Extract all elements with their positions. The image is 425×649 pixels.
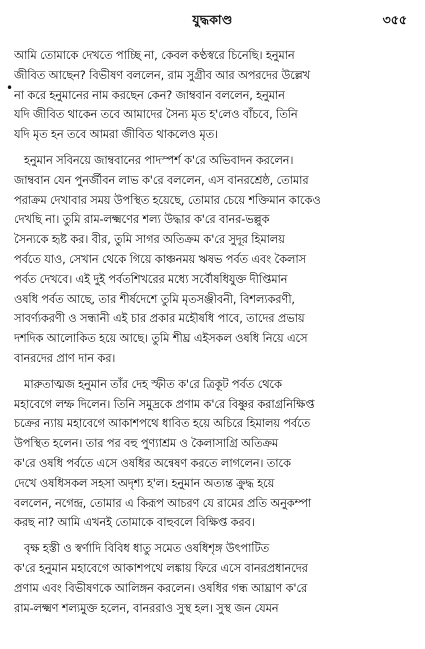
text-line: দেখছি না। তুমি রাম-লক্ষ্মণের শল্য উদ্ধার ক'রে বানর-ভল্লুক [14,212,270,227]
text-line: দশদিক আলোকিত হয়ে আছে। তুমি শীঘ্র এইসকল ওষধি নিয়ে এসে [14,331,308,346]
text-line: পর্বত দেখবে। এই দুই পর্বতশিখরের মধ্যে সর্বৌষধিযুক্ত দীপ্তিমান [14,271,288,286]
text-line: প্রণাম এবং বিভীষণকে আলিঙ্গন করলেন। ওষধির গন্ধ আঘ্রাণ ক'রে [14,580,308,595]
text-line: মারুতাত্মজ হনুমান তাঁর দেহ স্ফীত ক'রে ত্রিকূট পর্বত থেকে [24,376,282,391]
text-line: বললেন, নগেন্দ্র, তোমার এ কিরূপ আচরণ যে রামের প্রতি অনুকম্পা [14,495,311,510]
text-line: আমি তোমাকে দেখতে পাচ্ছি না, কেবল কণ্ঠস্বরে চিনেছি। হনুমান [14,48,295,62]
paragraph-1 [14,46,411,145]
text-line: দেখে ওষধিসকল সহসা অদৃশ্য হ'ল। হনুমান অত্যন্ত ক্রুদ্ধ হয়ে [14,475,275,490]
text-line: সাবর্ণ্যকরণী ও সন্ধানী এই চার প্রকার মহৌষধি পাবে, তাদের প্রভায় [14,311,305,326]
text-line: ক'রে হনুমান মহাবেগে আকাশপথে লঙ্কায় ফিরে এসে বানরপ্রধানদের [14,560,308,575]
text-line: মহাবেগে লম্ফ দিলেন। তিনি সমুদ্রকে প্রণাম ক'রে বিষ্ণুর করাগ্রনিক্ষিপ্ত [14,396,315,411]
text-line: জাম্ববান যেন পুনর্জীবন লাভ ক'রে বললেন, এস বানরশ্রেষ্ঠ, তোমার [14,172,309,187]
text-line: বৃক্ষ হস্তী ও স্বর্ণাদি বিবিধ ধাতু সমেত ওষধিশৃঙ্গ উৎপাটিত [24,541,270,556]
text-line: রাম-লক্ষ্মণ শল্যমুক্ত হলেন, বানররাও সুস্থ হল। সুস্থ জন যেমন [14,600,279,615]
paragraph-3 [14,375,411,533]
text-line: উপস্থিত হলেন। তার পর বহু পুণ্যাশ্রম ও কৈলাসাগ্রি অতিক্রম [14,436,279,451]
text-line: জীবিত আছেন? বিভীষণ বললেন, রাম সুগ্রীব আর অপরদের উল্লেখ [14,67,310,82]
text-line: পরাক্রম দেখাবার সময় উপস্থিত হয়েছে, তোমার চেয়ে শক্তিমান কাকেও [14,192,321,207]
text-line: চক্রের ন্যায় মহাবেগে আকাশপথে ধাবিত হয়ে অচিরে হিমালয় পর্বতে [14,416,311,431]
paragraph-4 [14,539,411,618]
page-number: ৩৫৫ [382,12,407,27]
text-line: করছ না? আমি এখনই তোমাকে বাহুবলে বিক্ষিপ্ত করব। [14,515,255,530]
running-head [14,12,411,34]
text-line: সৈন্যকে হৃষ্ট কর। বীর, তুমি সাগর অতিক্রম ক'রে সুদূর হিমালয় [14,232,285,247]
body-text [14,46,411,618]
text-line: যদি জীবিত থাকেন তবে আমাদের সৈন্য মৃত হ'লেও বাঁচবে, তিনি [14,107,298,122]
text-line: বানরদের প্রাণ দান কর। [14,350,116,365]
margin-mark: • [6,81,14,95]
text-line: না করে হনুমানের নাম করছেন কেন? জাম্ববান বললেন, হনুমান [14,87,285,102]
text-line: হনুমান সবিনয়ে জাম্ববানের পাদস্পর্শ ক'রে অভিবাদন করলেন। [24,152,294,167]
paragraph-2 [14,151,411,369]
chapter-title: যুদ্ধকাণ্ড [192,12,233,27]
text-line: যদি মৃত হন তবে আমরা জীবিত থাকলেও মৃত। [14,127,218,142]
text-line: পর্বতে যাও, সেখান থেকে গিয়ে কাঞ্চনময় ঋষভ পর্বত এবং কৈলাস [14,251,306,266]
text-line: ওষধি পর্বত আছে, তার শীর্ষদেশে তুমি মৃতসঞ্জীবনী, বিশল্যকরণী, [14,291,295,306]
text-line: ক'রে ওষধি পর্বতে এসে ওষধির অন্বেষণ করতে লাগলেন। তাকে [14,455,291,470]
